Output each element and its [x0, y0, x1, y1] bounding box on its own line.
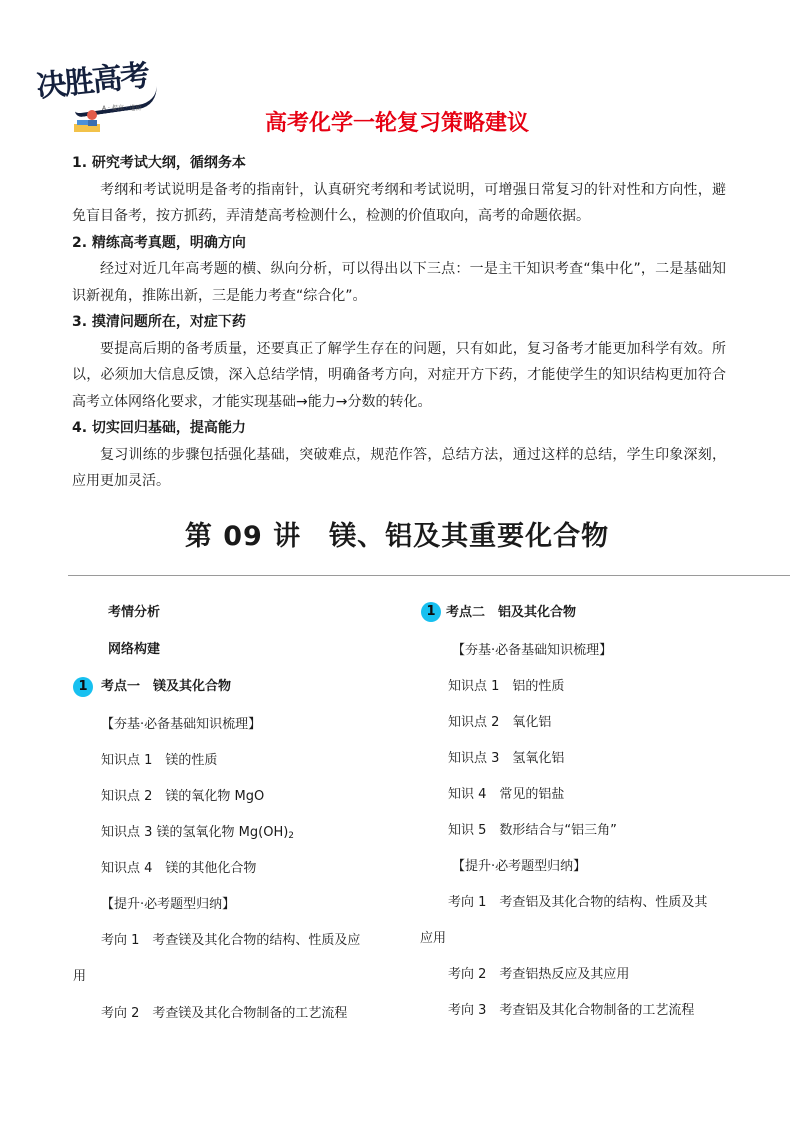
toc-kp2-direction-1-cont: 应用	[420, 931, 447, 946]
toc-kp2-item-2[interactable]: 知识点 2 氧化铝	[448, 715, 552, 730]
toc-kp2-item-5[interactable]: 知识 5 数形结合与“铝三角”	[448, 823, 617, 838]
lecture-title: 第 09 讲 镁、铝及其重要化合物	[184, 521, 610, 552]
toc-kp1-title[interactable]: 考点一 镁及其化合物	[101, 679, 232, 694]
toc-kp1-item-2[interactable]: 知识点 2 镁的氧化物 MgO	[101, 789, 265, 804]
intro-heading-2: 2. 精练高考真题，明确方向	[72, 234, 246, 251]
toc-kp2-direction-3[interactable]: 考向 3 考查铝及其化合物制备的工艺流程	[448, 1003, 695, 1018]
toc-kp2-section-advance[interactable]: 【提升·必考题型归纳】	[452, 859, 587, 874]
toc-kp1-item-4[interactable]: 知识点 4 镁的其他化合物	[101, 861, 257, 876]
divider	[68, 575, 790, 576]
intro-heading-3: 3. 摸清问题所在，对症下药	[72, 314, 246, 330]
page-title: 高考化学一轮复习策略建议	[264, 111, 529, 136]
toc-kp1-item-1[interactable]: 知识点 1 镁的性质	[101, 753, 218, 768]
toc-kp2-item-1[interactable]: 知识点 1 铝的性质	[448, 679, 565, 694]
intro-paragraph-3: 要提高后期的备考质量，还要真正了解学生存在的问题，只有如此，复习备考才能更加科学有效。所以，必须加大信息反馈，深入总结学情，明确备考方向，对症开方下药，才能使学生的知识结构更加符合高考立体网络化要求，才能实现基础→能力→分数的转化。	[72, 340, 726, 410]
subscript: 2	[288, 831, 295, 841]
intro-paragraph-1: 考纲和考试说明是备考的指南针，认真研究考纲和考试说明，可增强日常复习的针对性和方向性，避免盲目备考，按方抓药，弄清楚高考检测什么，检测的价值取向，高考的命题依据。	[72, 181, 726, 224]
intro-heading-1: 1. 研究考试大纲，循纲务本	[72, 155, 246, 171]
toc-kp1-direction-2[interactable]: 考向 2 考查镁及其化合物制备的工艺流程	[101, 1006, 348, 1021]
logo-text: 决胜高考	[34, 58, 150, 105]
toc-kp2-title[interactable]: 考点二 铝及其化合物	[446, 605, 577, 620]
intro-section	[72, 150, 726, 495]
toc-kp2-item-3[interactable]: 知识点 3 氢氧化铝	[448, 751, 565, 766]
toc-kp1-section-basic[interactable]: 【夯基·必备基础知识梳理】	[101, 717, 262, 732]
toc-kp2-item-4[interactable]: 知识 4 常见的铝盐	[448, 787, 565, 802]
toc-kp1-item-3[interactable]	[101, 824, 294, 845]
toc-analysis[interactable]: 考情分析	[108, 605, 161, 620]
toc-kp2-section-basic[interactable]: 【夯基·必备基础知识梳理】	[452, 643, 613, 658]
intro-heading-4: 4. 切实回归基础，提高能力	[72, 420, 246, 436]
toc-kp1-section-advance[interactable]: 【提升·必考题型归纳】	[101, 897, 236, 912]
number-badge: 1	[73, 677, 93, 697]
toc-kp1-direction-1[interactable]: 考向 1 考查镁及其化合物的结构、性质及应	[101, 933, 361, 948]
intro-paragraph-2: 经过对近几年高考题的横、纵向分析，可以得出以下三点：一是主干知识考查“集中化”，二是基础知识新视角，推陈出新，三是能力考查“综合化”。	[72, 261, 726, 304]
toc-kp1-item-3-text: 知识点 3 镁的氢氧化物 Mg(OH)	[101, 825, 289, 840]
toc-kp1-direction-1-cont: 用	[73, 969, 87, 984]
number-badge: 1	[421, 602, 441, 622]
toc-kp2-direction-1[interactable]: 考向 1 考查铝及其化合物的结构、性质及其	[448, 895, 708, 910]
toc-kp2-direction-2[interactable]: 考向 2 考查铝热反应及其应用	[448, 967, 630, 982]
toc-network[interactable]: 网络构建	[108, 642, 161, 657]
intro-paragraph-4: 复习训练的步骤包括强化基础，突破难点，规范作答，总结方法，通过这样的总结，学生印象深刻，应用更加灵活。	[72, 446, 726, 489]
logo-tagline: A · 提高 · 进阶	[102, 105, 142, 112]
